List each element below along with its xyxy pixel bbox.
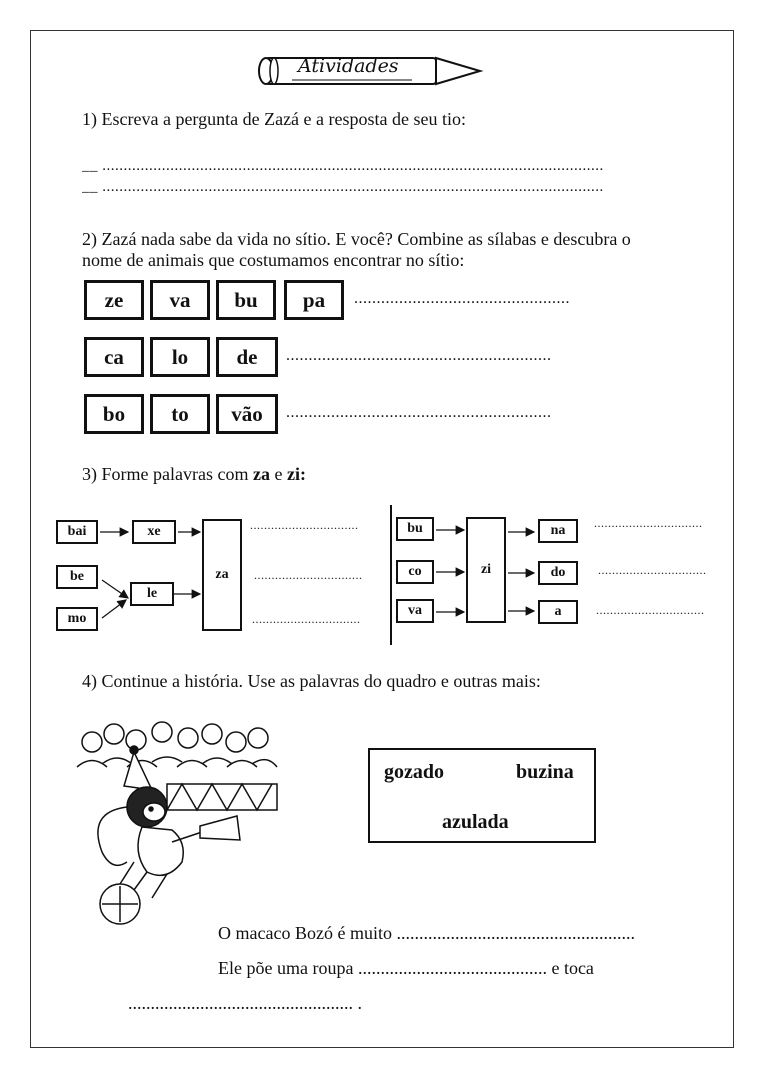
syllable-box: a: [538, 600, 578, 624]
word-answer-line: ...............................: [596, 603, 705, 617]
syllable-tile: lo: [150, 337, 210, 377]
syllable-box: co: [396, 560, 434, 584]
page-title: Atividades: [298, 55, 399, 77]
syllable-tile: de: [216, 337, 278, 377]
syllable-tile: pa: [284, 280, 344, 320]
word-answer-line: ...............................: [594, 516, 703, 530]
monkey-unicycle-illustration: [72, 712, 282, 927]
syllable-box: bai: [56, 520, 98, 544]
syllable-box: le: [130, 582, 174, 606]
syllable-za: za: [252, 464, 270, 484]
syllable-tile: bo: [84, 394, 144, 434]
animal-answer-line: ...........................................................: [286, 404, 552, 421]
word-answer-line: ...............................: [252, 612, 361, 626]
question-4-prompt: 4) Continue a história. Use as palavras do quadro e outras mais:: [82, 671, 541, 691]
syllable-box-zi: zi: [466, 517, 506, 623]
syllable-tile: to: [150, 394, 210, 434]
question-3-text: 3) Forme palavras com: [82, 464, 253, 484]
story-line-3: .................................................. .: [128, 993, 362, 1013]
animal-answer-line: ................................................: [354, 290, 570, 307]
syllable-tile: va: [150, 280, 210, 320]
syllable-box: mo: [56, 607, 98, 631]
syllable-tile: ca: [84, 337, 144, 377]
word-answer-line: ...............................: [598, 563, 707, 577]
question-2-prompt-line2: nome de animais que costumamos encontrar no sítio:: [82, 250, 465, 270]
animal-answer-line: ...........................................................: [286, 347, 552, 364]
answer-line-2: __ ......................................................................................................................: [82, 179, 604, 195]
syllable-zi: zi:: [286, 464, 306, 484]
syllable-box: va: [396, 599, 434, 623]
syllable-box: xe: [132, 520, 176, 544]
syllable-tile: ze: [84, 280, 144, 320]
word-answer-line: ...............................: [254, 568, 363, 582]
syllable-box: be: [56, 565, 98, 589]
story-line-2: Ele põe uma roupa .......................................... e toca: [218, 958, 594, 978]
syllable-box: do: [538, 561, 578, 585]
word-answer-line: ...............................: [250, 518, 359, 532]
syllable-box-za: za: [202, 519, 242, 631]
syllable-box: na: [538, 519, 578, 543]
syllable-box: bu: [396, 517, 434, 541]
answer-line-1: __ ......................................................................................................................: [82, 158, 604, 174]
question-2-prompt-line1: 2) Zazá nada sabe da vida no sítio. E você? Combine as sílabas e descubra o: [82, 229, 631, 249]
conjunction: e: [269, 464, 287, 484]
word-option: buzina: [516, 761, 574, 783]
word-option: azulada: [442, 811, 509, 833]
syllable-tile: bu: [216, 280, 276, 320]
question-1-prompt: 1) Escreva a pergunta de Zazá e a resposta de seu tio:: [82, 109, 466, 129]
syllable-tile: vão: [216, 394, 278, 434]
story-line-1: O macaco Bozó é muito .....................................................: [218, 923, 635, 943]
word-option: gozado: [384, 761, 444, 783]
